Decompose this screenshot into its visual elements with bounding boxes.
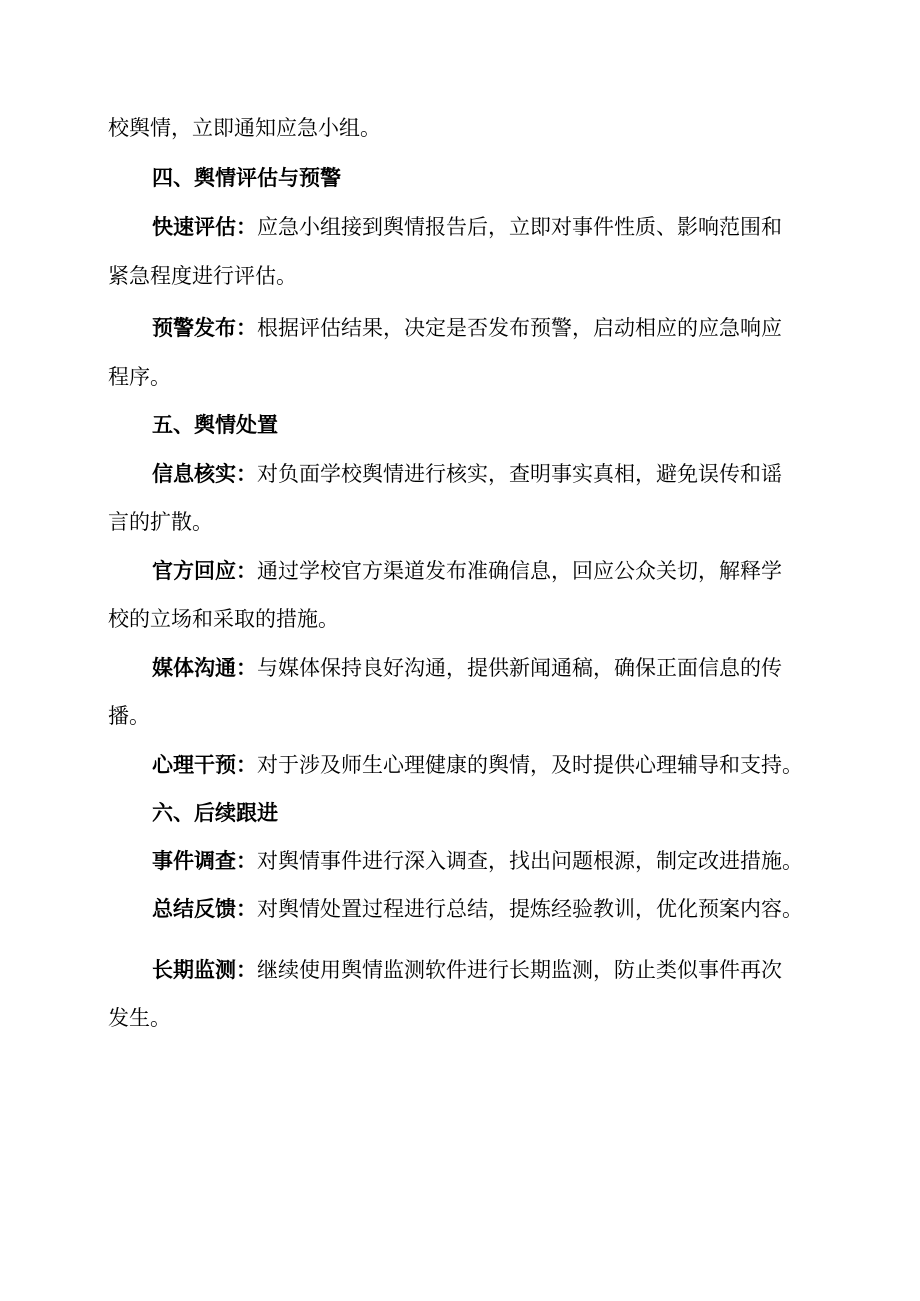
term-label: 预警发布：	[152, 315, 257, 340]
term-label: 媒体沟通：	[152, 655, 257, 680]
paragraph-long-term-monitoring	[152, 956, 782, 984]
paragraph-continuation: 紧急程度进行评估。	[108, 264, 297, 288]
paragraph-summary-feedback	[152, 895, 803, 923]
term-label: 事件调查：	[152, 848, 257, 873]
term-label: 信息核实：	[152, 461, 257, 486]
paragraph-info-verification	[152, 460, 782, 488]
paragraph-official-response	[152, 557, 782, 585]
paragraph-continuation: 播。	[108, 704, 150, 728]
paragraph-text: 继续使用舆情监测软件进行长期监测，防止类似事件再次	[257, 958, 782, 982]
paragraph-text: 应急小组接到舆情报告后，立即对事件性质、影响范围和	[257, 215, 782, 239]
paragraph-text: 对负面学校舆情进行核实，查明事实真相，避免误传和谣	[257, 462, 782, 486]
paragraph-text: 根据评估结果，决定是否发布预警，启动相应的应急响应	[257, 316, 782, 340]
paragraph-psychological-intervention	[152, 751, 803, 779]
paragraph-media-communication	[152, 654, 782, 682]
term-label: 总结反馈：	[152, 896, 257, 921]
section-heading-4: 四、舆情评估与预警	[152, 165, 341, 190]
term-label: 心理干预：	[152, 752, 257, 777]
paragraph-text: 对舆情事件进行深入调查，找出问题根源，制定改进措施。	[257, 849, 803, 873]
paragraph-warning-release	[152, 314, 782, 342]
continuation-line: 校舆情，立即通知应急小组。	[108, 116, 381, 140]
paragraph-text: 对舆情处置过程进行总结，提炼经验教训，优化预案内容。	[257, 897, 803, 921]
term-label: 快速评估：	[152, 214, 257, 239]
paragraph-continuation: 言的扩散。	[108, 510, 213, 534]
paragraph-continuation: 发生。	[108, 1006, 171, 1030]
paragraph-continuation: 校的立场和采取的措施。	[108, 607, 339, 631]
section-heading-6: 六、后续跟进	[152, 800, 278, 825]
paragraph-text: 对于涉及师生心理健康的舆情，及时提供心理辅导和支持。	[257, 753, 803, 777]
paragraph-quick-assessment	[152, 213, 782, 241]
term-label: 官方回应：	[152, 558, 257, 583]
paragraph-event-investigation	[152, 847, 803, 875]
paragraph-text: 与媒体保持良好沟通，提供新闻通稿，确保正面信息的传	[257, 656, 782, 680]
section-heading-5: 五、舆情处置	[152, 412, 278, 437]
paragraph-continuation: 程序。	[108, 365, 171, 389]
paragraph-text: 通过学校官方渠道发布准确信息，回应公众关切，解释学	[257, 559, 782, 583]
term-label: 长期监测：	[152, 957, 257, 982]
